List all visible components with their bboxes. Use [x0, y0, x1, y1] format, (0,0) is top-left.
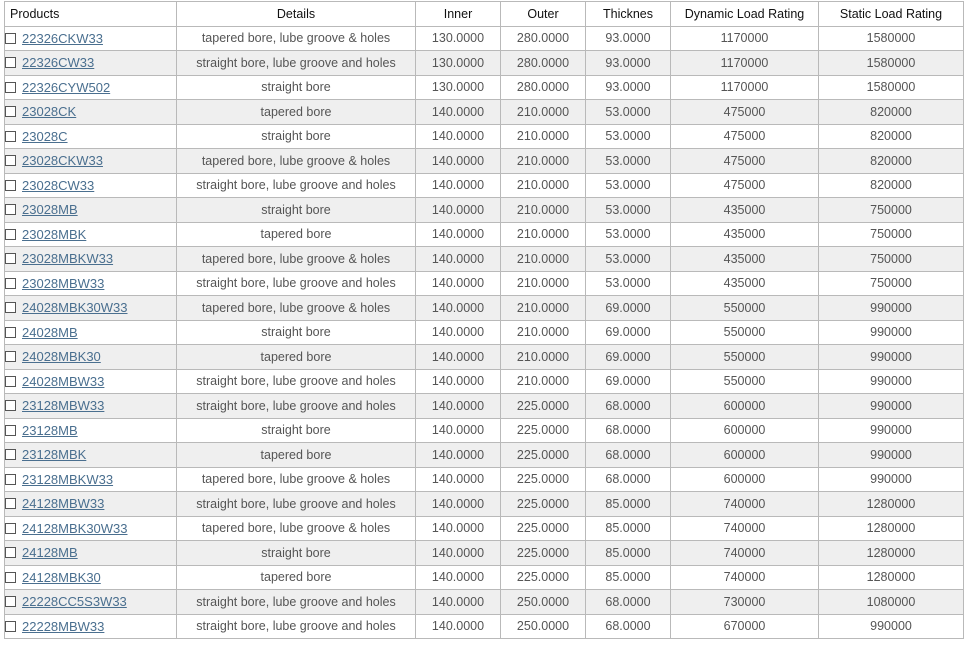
product-cell	[5, 51, 177, 76]
dynamic-load-cell: 1170000	[671, 75, 819, 100]
outer-cell: 250.0000	[501, 614, 586, 639]
details-cell: tapered bore, lube groove & holes	[177, 516, 416, 541]
outer-cell: 225.0000	[501, 541, 586, 566]
dynamic-load-cell: 600000	[671, 394, 819, 419]
inner-cell: 140.0000	[416, 614, 501, 639]
outer-cell: 225.0000	[501, 565, 586, 590]
table-row	[5, 51, 964, 76]
inner-cell: 140.0000	[416, 418, 501, 443]
dynamic-load-cell: 550000	[671, 320, 819, 345]
table-row	[5, 443, 964, 468]
dynamic-load-cell: 435000	[671, 198, 819, 223]
static-load-cell: 820000	[819, 149, 964, 174]
product-cell	[5, 124, 177, 149]
inner-cell: 140.0000	[416, 222, 501, 247]
product-link[interactable]: 22228CC5S3W33	[22, 594, 127, 610]
product-link[interactable]: 23128MBK	[22, 447, 87, 463]
dynamic-load-cell: 435000	[671, 271, 819, 296]
outer-cell: 280.0000	[501, 26, 586, 51]
thickness-cell: 68.0000	[586, 443, 671, 468]
dynamic-load-cell: 550000	[671, 369, 819, 394]
header-outer[interactable]: Outer	[501, 2, 586, 27]
product-link[interactable]: 23028C	[22, 128, 68, 144]
details-cell: tapered bore	[177, 100, 416, 125]
table-row	[5, 614, 964, 639]
outer-cell: 225.0000	[501, 418, 586, 443]
thickness-cell: 68.0000	[586, 467, 671, 492]
select-checkbox[interactable]	[5, 204, 16, 215]
product-cell	[5, 516, 177, 541]
select-checkbox[interactable]	[5, 82, 16, 93]
static-load-cell: 990000	[819, 369, 964, 394]
dynamic-load-cell: 740000	[671, 492, 819, 517]
select-checkbox[interactable]	[5, 180, 16, 191]
product-cell	[5, 320, 177, 345]
inner-cell: 140.0000	[416, 173, 501, 198]
product-cell	[5, 418, 177, 443]
thickness-cell: 69.0000	[586, 296, 671, 321]
select-checkbox[interactable]	[5, 449, 16, 460]
inner-cell: 140.0000	[416, 590, 501, 615]
thickness-cell: 69.0000	[586, 369, 671, 394]
select-checkbox[interactable]	[5, 278, 16, 289]
select-checkbox[interactable]	[5, 400, 16, 411]
details-cell: straight bore, lube groove and holes	[177, 492, 416, 517]
inner-cell: 140.0000	[416, 296, 501, 321]
select-checkbox[interactable]	[5, 376, 16, 387]
static-load-cell: 990000	[819, 443, 964, 468]
static-load-cell: 820000	[819, 100, 964, 125]
outer-cell: 210.0000	[501, 149, 586, 174]
table-row	[5, 467, 964, 492]
outer-cell: 210.0000	[501, 198, 586, 223]
thickness-cell: 93.0000	[586, 51, 671, 76]
product-link[interactable]: 24128MBK30W33	[22, 520, 128, 536]
details-cell: straight bore, lube groove and holes	[177, 614, 416, 639]
table-row	[5, 247, 964, 272]
table-row	[5, 26, 964, 51]
outer-cell: 210.0000	[501, 173, 586, 198]
header-dynamic-load-rating[interactable]: Dynamic Load Rating	[671, 2, 819, 27]
product-link[interactable]: 22326CKW33	[22, 30, 103, 46]
thickness-cell: 93.0000	[586, 75, 671, 100]
inner-cell: 140.0000	[416, 467, 501, 492]
select-checkbox[interactable]	[5, 302, 16, 313]
inner-cell: 140.0000	[416, 271, 501, 296]
details-cell: straight bore, lube groove and holes	[177, 271, 416, 296]
static-load-cell: 990000	[819, 614, 964, 639]
product-cell	[5, 614, 177, 639]
product-table-container	[4, 1, 964, 639]
product-cell	[5, 565, 177, 590]
select-checkbox[interactable]	[5, 498, 16, 509]
dynamic-load-cell: 600000	[671, 443, 819, 468]
table-row	[5, 149, 964, 174]
product-link[interactable]: 24028MBK30	[22, 349, 101, 365]
dynamic-load-cell: 1170000	[671, 51, 819, 76]
thickness-cell: 53.0000	[586, 198, 671, 223]
thickness-cell: 68.0000	[586, 418, 671, 443]
table-row	[5, 271, 964, 296]
dynamic-load-cell: 740000	[671, 565, 819, 590]
product-cell	[5, 467, 177, 492]
inner-cell: 140.0000	[416, 198, 501, 223]
product-link[interactable]: 23028CKW33	[22, 153, 103, 169]
static-load-cell: 1580000	[819, 51, 964, 76]
dynamic-load-cell: 600000	[671, 467, 819, 492]
inner-cell: 140.0000	[416, 320, 501, 345]
thickness-cell: 85.0000	[586, 516, 671, 541]
static-load-cell: 990000	[819, 296, 964, 321]
inner-cell: 140.0000	[416, 149, 501, 174]
static-load-cell: 1280000	[819, 565, 964, 590]
dynamic-load-cell: 550000	[671, 345, 819, 370]
select-checkbox[interactable]	[5, 33, 16, 44]
dynamic-load-cell: 1170000	[671, 26, 819, 51]
static-load-cell: 990000	[819, 320, 964, 345]
product-link[interactable]: 24028MBK30W33	[22, 300, 128, 316]
select-checkbox[interactable]	[5, 547, 16, 558]
details-cell: tapered bore	[177, 222, 416, 247]
outer-cell: 210.0000	[501, 369, 586, 394]
product-link[interactable]: 23128MBW33	[22, 398, 105, 414]
details-cell: straight bore	[177, 75, 416, 100]
select-checkbox[interactable]	[5, 474, 16, 485]
static-load-cell: 990000	[819, 467, 964, 492]
table-row	[5, 541, 964, 566]
product-link[interactable]: 24128MBK30	[22, 569, 101, 585]
static-load-cell: 1280000	[819, 492, 964, 517]
table-header-row	[5, 2, 964, 27]
thickness-cell: 53.0000	[586, 100, 671, 125]
product-link[interactable]: 23028MBW33	[22, 275, 105, 291]
table-body	[5, 26, 964, 639]
details-cell: straight bore	[177, 198, 416, 223]
product-link[interactable]: 22326CW33	[22, 55, 95, 71]
product-link[interactable]: 24128MB	[22, 545, 78, 561]
product-cell	[5, 100, 177, 125]
outer-cell: 225.0000	[501, 516, 586, 541]
thickness-cell: 85.0000	[586, 492, 671, 517]
table-row	[5, 345, 964, 370]
product-cell	[5, 590, 177, 615]
product-cell	[5, 247, 177, 272]
header-details[interactable]: Details	[177, 2, 416, 27]
product-link[interactable]: 23028MBKW33	[22, 251, 114, 267]
inner-cell: 130.0000	[416, 26, 501, 51]
outer-cell: 225.0000	[501, 443, 586, 468]
inner-cell: 140.0000	[416, 247, 501, 272]
thickness-cell: 68.0000	[586, 590, 671, 615]
product-cell	[5, 26, 177, 51]
thickness-cell: 53.0000	[586, 124, 671, 149]
table-row	[5, 565, 964, 590]
outer-cell: 210.0000	[501, 296, 586, 321]
table-row	[5, 492, 964, 517]
table-row	[5, 100, 964, 125]
static-load-cell: 990000	[819, 345, 964, 370]
product-cell	[5, 394, 177, 419]
dynamic-load-cell: 475000	[671, 124, 819, 149]
inner-cell: 140.0000	[416, 394, 501, 419]
table-row	[5, 124, 964, 149]
product-cell	[5, 369, 177, 394]
details-cell: straight bore, lube groove and holes	[177, 394, 416, 419]
thickness-cell: 53.0000	[586, 149, 671, 174]
static-load-cell: 990000	[819, 394, 964, 419]
static-load-cell: 1580000	[819, 75, 964, 100]
table-row	[5, 75, 964, 100]
product-cell	[5, 443, 177, 468]
thickness-cell: 85.0000	[586, 541, 671, 566]
details-cell: tapered bore, lube groove & holes	[177, 467, 416, 492]
inner-cell: 140.0000	[416, 345, 501, 370]
static-load-cell: 1580000	[819, 26, 964, 51]
table-row	[5, 222, 964, 247]
select-checkbox[interactable]	[5, 351, 16, 362]
product-link[interactable]: 23128MB	[22, 422, 78, 438]
dynamic-load-cell: 435000	[671, 222, 819, 247]
product-link[interactable]: 23028MBK	[22, 226, 87, 242]
outer-cell: 210.0000	[501, 271, 586, 296]
dynamic-load-cell: 740000	[671, 541, 819, 566]
product-cell	[5, 173, 177, 198]
inner-cell: 140.0000	[416, 443, 501, 468]
select-checkbox[interactable]	[5, 327, 16, 338]
inner-cell: 140.0000	[416, 124, 501, 149]
product-cell	[5, 75, 177, 100]
outer-cell: 280.0000	[501, 75, 586, 100]
product-link[interactable]: 24028MBW33	[22, 373, 105, 389]
select-checkbox[interactable]	[5, 229, 16, 240]
outer-cell: 210.0000	[501, 320, 586, 345]
inner-cell: 140.0000	[416, 492, 501, 517]
thickness-cell: 69.0000	[586, 345, 671, 370]
thickness-cell: 93.0000	[586, 26, 671, 51]
product-cell	[5, 541, 177, 566]
dynamic-load-cell: 600000	[671, 418, 819, 443]
inner-cell: 140.0000	[416, 369, 501, 394]
select-checkbox[interactable]	[5, 425, 16, 436]
outer-cell: 225.0000	[501, 394, 586, 419]
product-table	[4, 1, 964, 639]
details-cell: straight bore, lube groove and holes	[177, 51, 416, 76]
inner-cell: 140.0000	[416, 541, 501, 566]
table-row	[5, 173, 964, 198]
details-cell: straight bore, lube groove and holes	[177, 173, 416, 198]
dynamic-load-cell: 435000	[671, 247, 819, 272]
outer-cell: 250.0000	[501, 590, 586, 615]
details-cell: tapered bore	[177, 443, 416, 468]
thickness-cell: 53.0000	[586, 222, 671, 247]
static-load-cell: 1280000	[819, 541, 964, 566]
table-row	[5, 590, 964, 615]
header-inner[interactable]: Inner	[416, 2, 501, 27]
details-cell: tapered bore, lube groove & holes	[177, 26, 416, 51]
inner-cell: 140.0000	[416, 565, 501, 590]
header-static-load-rating[interactable]: Static Load Rating	[819, 2, 964, 27]
product-link[interactable]: 22228MBW33	[22, 618, 105, 634]
product-link[interactable]: 24028MB	[22, 324, 78, 340]
table-row	[5, 198, 964, 223]
details-cell: tapered bore	[177, 345, 416, 370]
table-row	[5, 320, 964, 345]
select-checkbox[interactable]	[5, 596, 16, 607]
select-checkbox[interactable]	[5, 57, 16, 68]
static-load-cell: 990000	[819, 418, 964, 443]
product-link[interactable]: 23128MBKW33	[22, 471, 114, 487]
details-cell: straight bore, lube groove and holes	[177, 590, 416, 615]
outer-cell: 210.0000	[501, 345, 586, 370]
details-cell: straight bore	[177, 124, 416, 149]
thickness-cell: 53.0000	[586, 247, 671, 272]
header-thickness[interactable]: Thicknes	[586, 2, 671, 27]
table-row	[5, 394, 964, 419]
inner-cell: 130.0000	[416, 75, 501, 100]
product-cell	[5, 296, 177, 321]
table-row	[5, 418, 964, 443]
product-cell	[5, 492, 177, 517]
static-load-cell: 1280000	[819, 516, 964, 541]
product-link[interactable]: 22326CYW502	[22, 79, 111, 95]
table-row	[5, 296, 964, 321]
static-load-cell: 820000	[819, 173, 964, 198]
inner-cell: 140.0000	[416, 516, 501, 541]
select-checkbox[interactable]	[5, 253, 16, 264]
dynamic-load-cell: 670000	[671, 614, 819, 639]
dynamic-load-cell: 730000	[671, 590, 819, 615]
thickness-cell: 69.0000	[586, 320, 671, 345]
product-link[interactable]: 24128MBW33	[22, 496, 105, 512]
dynamic-load-cell: 475000	[671, 100, 819, 125]
inner-cell: 140.0000	[416, 100, 501, 125]
details-cell: straight bore	[177, 320, 416, 345]
outer-cell: 210.0000	[501, 247, 586, 272]
static-load-cell: 820000	[819, 124, 964, 149]
header-products[interactable]: Products	[5, 2, 177, 27]
select-checkbox[interactable]	[5, 572, 16, 583]
select-checkbox[interactable]	[5, 523, 16, 534]
outer-cell: 210.0000	[501, 100, 586, 125]
table-row	[5, 516, 964, 541]
static-load-cell: 750000	[819, 198, 964, 223]
details-cell: tapered bore	[177, 565, 416, 590]
details-cell: straight bore	[177, 541, 416, 566]
thickness-cell: 68.0000	[586, 394, 671, 419]
outer-cell: 210.0000	[501, 124, 586, 149]
product-cell	[5, 271, 177, 296]
outer-cell: 225.0000	[501, 492, 586, 517]
dynamic-load-cell: 550000	[671, 296, 819, 321]
select-checkbox[interactable]	[5, 131, 16, 142]
dynamic-load-cell: 475000	[671, 149, 819, 174]
details-cell: straight bore	[177, 418, 416, 443]
static-load-cell: 1080000	[819, 590, 964, 615]
static-load-cell: 750000	[819, 247, 964, 272]
thickness-cell: 85.0000	[586, 565, 671, 590]
select-checkbox[interactable]	[5, 106, 16, 117]
table-row	[5, 369, 964, 394]
product-cell	[5, 345, 177, 370]
static-load-cell: 750000	[819, 271, 964, 296]
details-cell: tapered bore, lube groove & holes	[177, 296, 416, 321]
details-cell: tapered bore, lube groove & holes	[177, 149, 416, 174]
details-cell: tapered bore, lube groove & holes	[177, 247, 416, 272]
dynamic-load-cell: 475000	[671, 173, 819, 198]
outer-cell: 225.0000	[501, 467, 586, 492]
product-link[interactable]: 23028MB	[22, 202, 78, 218]
outer-cell: 280.0000	[501, 51, 586, 76]
thickness-cell: 53.0000	[586, 271, 671, 296]
thickness-cell: 68.0000	[586, 614, 671, 639]
product-cell	[5, 198, 177, 223]
dynamic-load-cell: 740000	[671, 516, 819, 541]
select-checkbox[interactable]	[5, 155, 16, 166]
static-load-cell: 750000	[819, 222, 964, 247]
outer-cell: 210.0000	[501, 222, 586, 247]
product-cell	[5, 222, 177, 247]
product-link[interactable]: 23028CK	[22, 104, 77, 120]
inner-cell: 130.0000	[416, 51, 501, 76]
details-cell: straight bore, lube groove and holes	[177, 369, 416, 394]
product-cell	[5, 149, 177, 174]
select-checkbox[interactable]	[5, 621, 16, 632]
product-link[interactable]: 23028CW33	[22, 177, 95, 193]
thickness-cell: 53.0000	[586, 173, 671, 198]
